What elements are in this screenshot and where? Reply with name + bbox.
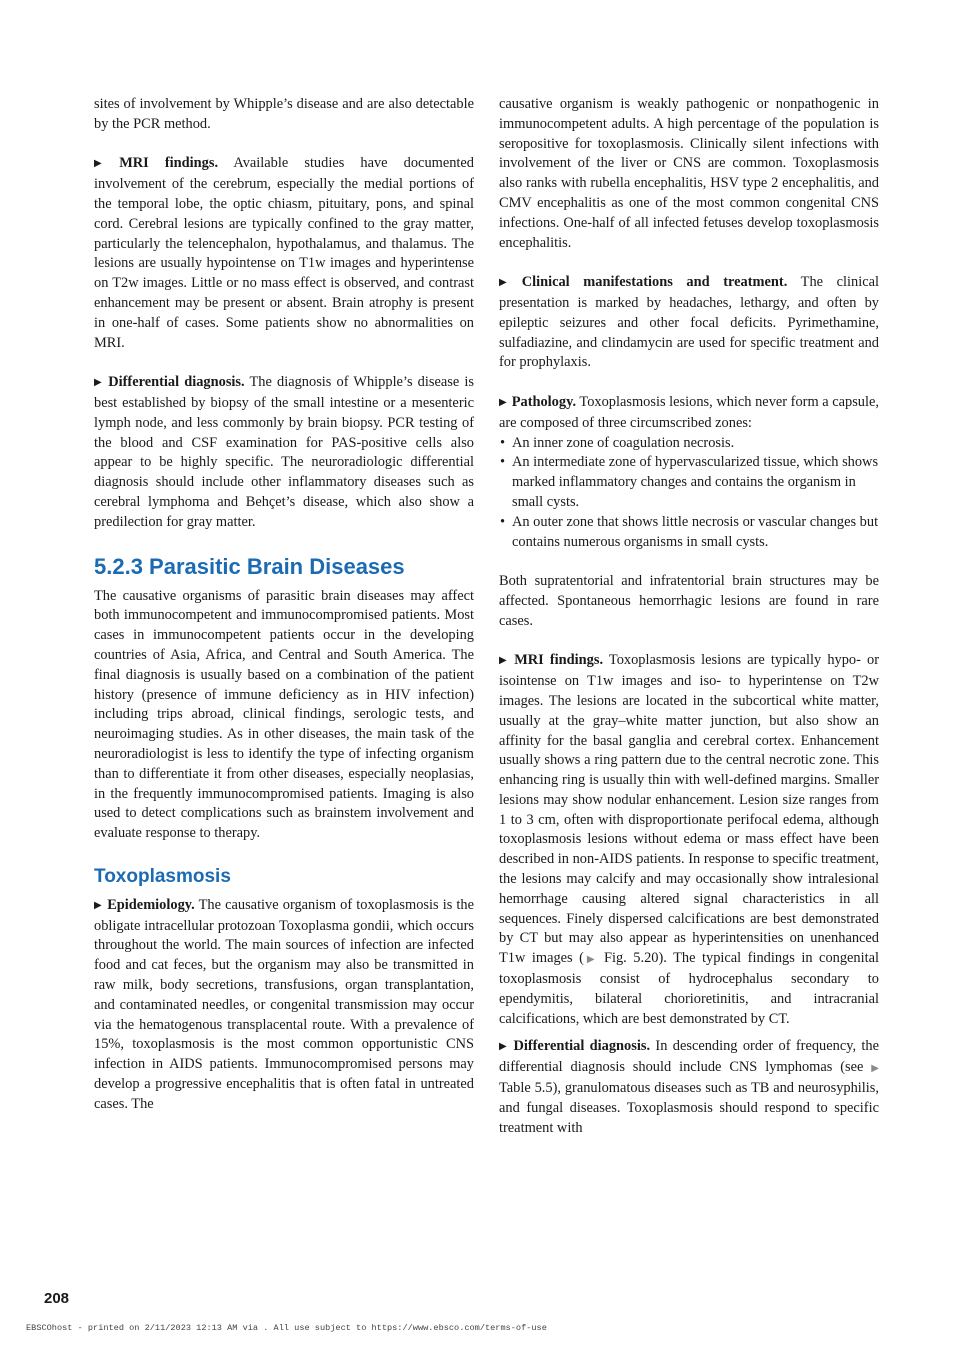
run-in-heading: Clinical manifestations and treatment. [521, 274, 788, 291]
triangle-marker-icon: ▶ [499, 655, 510, 667]
paragraph-text: ), granulomatous diseases such as TB and neurosyphilis, and fungal diseases. Toxoplasmosis should respond to specific treatment with [499, 1080, 879, 1136]
paragraph-structures: Both supratentorial and infratentorial brain structures may be affected. Spontaneous hemorrhagic lesions are found in rare cases. [499, 573, 879, 629]
run-in-heading: MRI findings. [514, 652, 604, 669]
triangle-marker-icon: ▶ [499, 1041, 509, 1053]
paragraph-pathology [499, 393, 879, 434]
paragraph-text: The causative organism of toxoplasmosis is the obligate intracellular protozoan Toxoplasma gondii, which occurs throughout the world. The main sources of infection are infected food and cat feces, but the organism may also be transmitted in raw milk, body secretions, transfusions, organ transplantation, and contaminated needles, or congenital transmission may occur via the hematogenous transplacental route. With a prevalence of 15%, toxoplasmosis is the most common opportunistic CNS infection in AIDS patients. Immunocompromised persons may develop a progressive encephalitis that is often fatal in untreated cases. The [94, 896, 474, 1112]
paragraph-clinical [499, 273, 879, 373]
paragraph-text: The diagnosis of Whipple’s disease is best established by biopsy of the small intestine or a mesenteric lymph node, and less commonly by brain biopsy. PCR testing of the blood and CSF examination for PAS-positive cells also appear to be highly specific. The neuroradiologic differential diagnosis should include other inflammatory diseases such as cerebral lymphoma and Behçet’s disease, which also show a predilection for gray matter. [94, 374, 474, 530]
print-footer: EBSCOhost - printed on 2/11/2023 12:13 AM via . All use subject to https://www.ebsco.com/terms-of-use [26, 1323, 547, 1333]
triangle-marker-icon: ▶ [94, 158, 115, 170]
run-in-heading: Epidemiology. [107, 896, 195, 913]
paragraph-toxo-differential [499, 1037, 879, 1138]
paragraph-whipple-end: sites of involvement by Whipple’s disease and are also detectable by the PCR method. [94, 96, 474, 132]
paragraph-toxo-mri [499, 651, 879, 1029]
paragraph-text: In descending order of frequency, the differential diagnosis should include CNS lymphomas (see [499, 1038, 879, 1076]
left-column [94, 95, 474, 1115]
triangle-marker-icon: ▶ [94, 899, 103, 911]
cross-reference-arrow-icon: ▶ [871, 1063, 879, 1075]
run-in-heading: Pathology. [511, 393, 577, 410]
list-item: • An outer zone that shows little necrosis or vascular changes but contains numerous organisms in small cysts. [499, 513, 879, 553]
paragraph-whipple-differential [94, 373, 474, 532]
run-in-heading: Differential diagnosis. [108, 374, 245, 391]
paragraph-epidemiology [94, 896, 474, 1115]
paragraph-text: Available studies have documented involvement of the cerebrum, especially the medial portions of the temporal lobe, the optic chiasm, pituitary, pons, and spinal cord. Cerebral lesions are typically confined to the gray matter, particularly the telencephalon, hypothalamus, and thalamus. The lesions are usually hypointense on T1w images and hyperintense on T2w images. Little or no mass effect is observed, and contrast enhancement may be present or absent. Brain atrophy is present in one-half of cases. Some patients show no abnormalities on MRI. [94, 155, 474, 351]
paragraph-parasitic-intro: The causative organisms of parasitic brain diseases may affect both immunocompetent and immunocompromised patients. Most cases in immunocompetent patients occur in the developing countries of Asia, Africa, and Central and South America. The final diagnosis is usually based on a combination of the patient history (presence of immune deficiency as in HIV infection) including trips abroad, clinical findings, serologic tests, and neuroimaging studies. As in other diseases, the main task of the neuroradiologist is less to identify the type of infecting organism than to differentiate it from other diseases, especially neoplasias, in the frequently immunocompromised patients. Imaging is also used to detect complications such as brainstem involvement and evaluate response to therapy. [94, 587, 474, 842]
triangle-marker-icon: ▶ [499, 396, 507, 408]
triangle-marker-icon: ▶ [499, 277, 517, 289]
paragraph-whipple-mri [94, 154, 474, 353]
list-item: • An inner zone of coagulation necrosis. [499, 434, 879, 454]
triangle-marker-icon: ▶ [94, 377, 104, 389]
run-in-heading: MRI findings. [119, 155, 219, 172]
list-item: • An intermediate zone of hypervascularized tissue, which shows marked inflammatory changes and contains the organism in small cysts. [499, 453, 879, 512]
page-number: 208 [44, 1290, 70, 1307]
cross-reference-arrow-icon: ▶ [583, 954, 598, 966]
run-in-heading: Differential diagnosis. [513, 1038, 651, 1055]
paragraph-text: ). The typical findings in congenital toxoplasmosis consist of hydrocephalus secondary to ependymitis, bilateral chorioretinitis, and intracranial calcifications, which are best demonstrated by CT. [499, 950, 879, 1027]
pathology-zone-list [499, 434, 879, 553]
table-reference-link[interactable]: Table 5.5 [499, 1080, 553, 1097]
subsection-heading: Toxoplasmosis [94, 865, 231, 887]
paragraph-epidemiology-continued: causative organism is weakly pathogenic or nonpathogenic in immunocompetent adults. A high percentage of the population is seropositive for toxoplasmosis. Clinically silent infections with involvement of the liver or CNS are common. Toxoplasmosis also ranks with rubella encephalitis, HSV type 2 encephalitis, and CMV encephalitis as one of the most common congenital CNS infections. One-half of all infected fetuses develop toxoplasmosis encephalitis. [499, 96, 879, 251]
paragraph-text: Toxoplasmosis lesions, which never form a capsule, are composed of three circumscribed zones: [499, 393, 879, 431]
paragraph-text: The clinical presentation is marked by headaches, lethargy, and often by epileptic seizures and other focal deficits. Pyrimethamine, sulfadiazine, and clindamycin are used for specific treatment and for prophylaxis. [499, 274, 879, 371]
section-heading: 5.2.3 Parasitic Brain Diseases [94, 553, 405, 579]
right-column [499, 95, 879, 1138]
figure-reference-link[interactable]: Fig. 5.20 [603, 950, 659, 967]
paragraph-text: Toxoplasmosis lesions are typically hypo- or isointense on T1w images and iso- to hyperintense on T2w images. The lesions are located in the subcortical white matter, usually at the gray–white matter junction, but also show an affinity for the basal ganglia and cerebral cortex. Enhancement usually shows a ring pattern due to the central necrotic zone. This enhancing ring is usually thin with well-defined margins. Smaller lesions may show nodular enhancement. Lesion size ranges from 1 to 3 cm, often with disproportionate perifocal edema, although toxoplasmosis lesions without edema or mass effect have been described in non-AIDS patients. In response to specific treatment, the lesions may calcify and may occasionally show intralesional hemorrhage causing altered signal characteristics in all sequences. Finely dispersed calcifications are best demonstrated by CT but may also appear as hyperintensities on unenhanced T1w images ( [499, 652, 879, 967]
